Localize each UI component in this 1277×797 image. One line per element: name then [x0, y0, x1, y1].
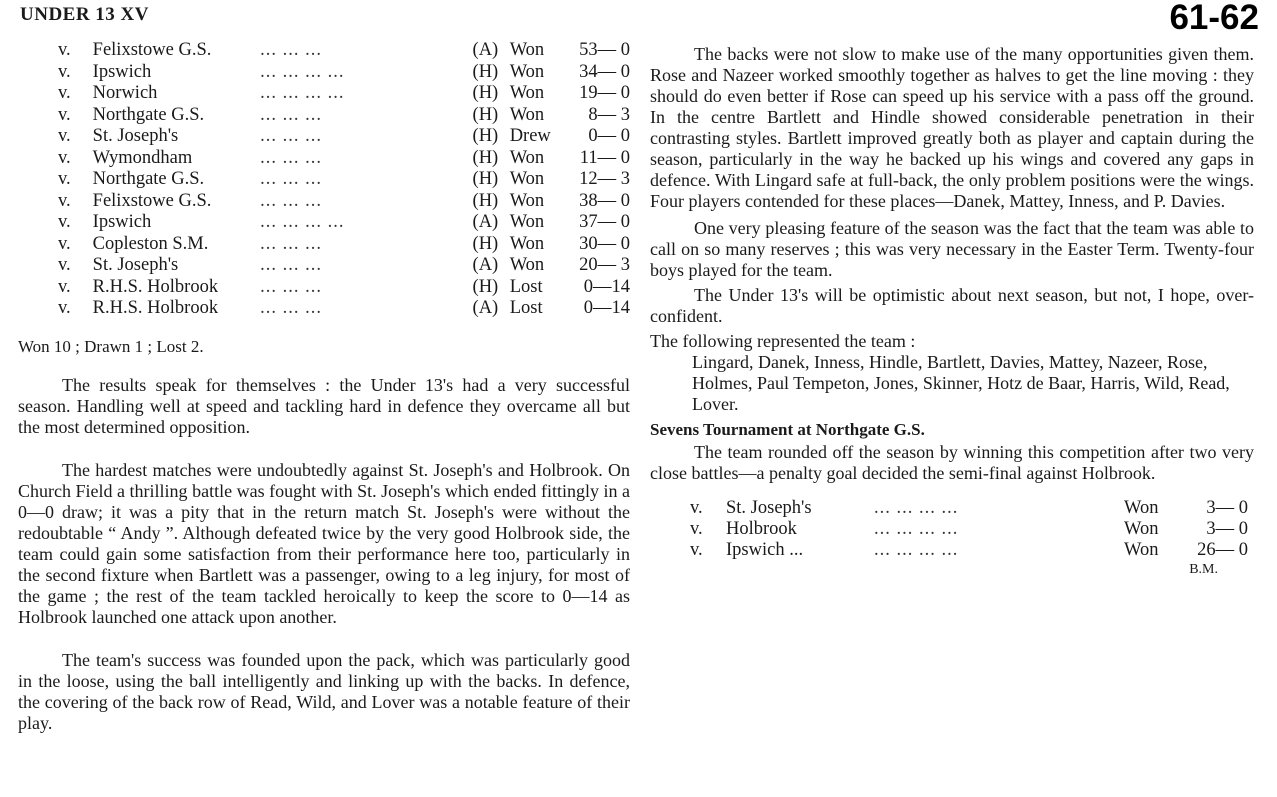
- sevens-paragraph: The team rounded off the season by winning this competition after two very close battles—a penalty goal decided the semi-final against Holbrook.: [650, 442, 1254, 483]
- result: Won: [509, 255, 545, 275]
- players-list: Lingard, Danek, Inness, Hindle, Bartlett, Davies, Mattey, Nazeer, Rose, Holmes, Paul Tempeton, Jones, Skinner, Hotz de Baar, Harris, Wild, Read, Lover.: [692, 352, 1230, 414]
- match-v: v.: [690, 498, 703, 518]
- venue: (A): [472, 212, 499, 232]
- score: 12— 3: [579, 169, 630, 189]
- match-v: v.: [58, 212, 71, 232]
- venue: (A): [472, 255, 499, 275]
- opponent: Northgate G.S.: [92, 169, 205, 189]
- paragraph: The results speak for themselves : the Under 13's had a very successful season. Handling well at speed and tackling hard in defence they overcame all but the most determined opposition.: [18, 374, 630, 437]
- match-v: v.: [58, 126, 71, 146]
- season-summary: Won 10 ; Drawn 1 ; Lost 2.: [18, 336, 204, 356]
- page-number: 61-62: [1169, 0, 1259, 37]
- score: 11— 0: [579, 147, 630, 168]
- score: 0—14: [583, 276, 630, 297]
- table-row: [58, 148, 630, 170]
- venue: (H): [472, 83, 499, 103]
- match-v: v.: [58, 83, 71, 103]
- match-v: v.: [58, 147, 71, 168]
- match-v: v.: [58, 61, 71, 82]
- result: Won: [509, 233, 545, 254]
- table-row: [690, 498, 1248, 519]
- sevens-heading: Sevens Tournament at Northgate G.S.: [650, 420, 925, 439]
- leader-dots: ... ... ... ...: [874, 519, 959, 539]
- match-v: v.: [58, 276, 71, 297]
- opponent: St. Joseph's: [92, 255, 179, 275]
- leader-dots: ... ... ... ...: [260, 212, 345, 232]
- right-column: [650, 44, 1254, 579]
- table-row: [690, 540, 1248, 561]
- venue: (H): [472, 61, 499, 82]
- score: 53— 0: [579, 40, 630, 60]
- leader-dots: ... ... ...: [260, 126, 322, 146]
- sevens-results-table: [690, 498, 1248, 561]
- opponent: Copleston S.M.: [92, 233, 209, 254]
- result: Won: [1124, 519, 1159, 539]
- match-v: v.: [690, 540, 703, 560]
- match-v: v.: [58, 255, 71, 275]
- score: 20— 3: [579, 255, 630, 275]
- opponent: Ipswich ...: [726, 540, 804, 560]
- leader-dots: ... ... ...: [260, 255, 322, 275]
- result: Won: [509, 104, 545, 125]
- leader-dots: ... ... ...: [260, 233, 322, 254]
- table-row: [58, 191, 630, 213]
- result: Won: [509, 212, 545, 232]
- opponent: Felixstowe G.S.: [92, 40, 212, 60]
- paragraph: The Under 13's will be optimistic about next season, but not, I hope, over-confident.: [650, 285, 1254, 326]
- result: Won: [509, 40, 545, 60]
- paragraph: The hardest matches were undoubtedly against St. Joseph's and Holbrook. On Church Field a thrilling battle was fought with St. Joseph's which ended fittingly in a 0—0 draw; it was a pity that in the return match St. Joseph's were without the redoubtable “ Andy ”. Although defeated twice by the very good Holbrook side, the team could gain some satisfaction from their performance here too, particularly in the second fixture when Bartlett was a passenger, owing to a leg injury, for most of the game ; the rest of the team tackled heroically to keep the score to 0—14 as Holbrook launched one attack upon another.: [18, 459, 630, 627]
- table-row: [58, 126, 630, 148]
- leader-dots: ... ... ...: [260, 169, 322, 189]
- result: Won: [509, 83, 545, 103]
- venue: (H): [472, 233, 499, 254]
- leader-dots: ... ... ...: [260, 147, 322, 168]
- opponent: St. Joseph's: [92, 126, 179, 146]
- score: 8— 3: [588, 104, 630, 125]
- result: Lost: [509, 276, 543, 297]
- result: Won: [1124, 540, 1159, 560]
- result: Won: [509, 190, 545, 211]
- match-v: v.: [58, 298, 71, 318]
- opponent: Holbrook: [726, 519, 797, 539]
- leader-dots: ... ... ... ...: [260, 61, 345, 82]
- paragraph: The team's success was founded upon the pack, which was particularly good in the loose, using the ball intelligently and linking up with the backs. In defence, the covering of the back row of Read, Wild, and Lover was a notable feature of their play.: [18, 649, 630, 733]
- table-row: [58, 277, 630, 299]
- score: 3— 0: [1206, 498, 1248, 518]
- leader-dots: ... ... ...: [260, 40, 322, 60]
- leader-dots: ... ... ... ...: [260, 83, 345, 103]
- score: 19— 0: [579, 83, 630, 103]
- match-v: v.: [58, 104, 71, 125]
- table-row: [58, 298, 630, 320]
- opponent: Ipswich: [92, 212, 152, 232]
- score: 0— 0: [588, 126, 630, 146]
- venue: (H): [472, 126, 499, 146]
- opponent: Wymondham: [92, 147, 193, 168]
- opponent: St. Joseph's: [726, 498, 812, 518]
- result: Drew: [509, 126, 551, 146]
- score: 38— 0: [579, 190, 630, 211]
- paragraph: One very pleasing feature of the season was the fact that the team was able to call on so many reserves ; this was very necessary in the Easter Term. Twenty-four boys played for the team.: [650, 218, 1254, 280]
- score: 30— 0: [579, 233, 630, 254]
- result: Won: [509, 169, 545, 189]
- section-title: UNDER 13 XV: [20, 4, 149, 25]
- opponent: R.H.S. Holbrook: [92, 298, 219, 318]
- opponent: Norwich: [92, 83, 158, 103]
- leader-dots: ... ... ...: [260, 298, 322, 318]
- represented-intro: The following represented the team :: [650, 331, 916, 351]
- results-table: [58, 40, 630, 320]
- venue: (A): [472, 298, 499, 318]
- match-v: v.: [58, 40, 71, 60]
- score: 3— 0: [1206, 519, 1248, 539]
- author-initials: B.M.: [1189, 562, 1218, 577]
- score: 37— 0: [579, 212, 630, 232]
- opponent: R.H.S. Holbrook: [92, 276, 219, 297]
- leader-dots: ... ... ...: [260, 190, 322, 211]
- result: Won: [1124, 498, 1159, 518]
- table-row: [58, 105, 630, 127]
- result: Lost: [509, 298, 543, 318]
- leader-dots: ... ... ...: [260, 276, 322, 297]
- paragraph: The backs were not slow to make use of the many opportunities given them. Rose and Nazeer worked smoothly together as halves to get the line moving : they should do even better if Rose can speed up his service with a pass off the ground. In the centre Bartlett and Hindle showed considerable penetration in their contrasting styles. Bartlett improved greatly both as player and captain during the season, particularly in the way he backed up his wings and covered any gaps in defence. With Lingard safe at full-back, the only problem positions were the wings. Four players contended for these places—Danek, Mattey, Inness, and P. Davies.: [650, 44, 1254, 211]
- table-row: [58, 62, 630, 84]
- opponent: Felixstowe G.S.: [92, 190, 212, 211]
- opponent: Northgate G.S.: [92, 104, 205, 125]
- match-v: v.: [58, 190, 71, 211]
- table-row: [58, 169, 630, 191]
- table-row: [58, 83, 630, 105]
- venue: (H): [472, 190, 499, 211]
- venue: (H): [472, 147, 499, 168]
- table-row: [58, 234, 630, 256]
- score: 0—14: [583, 298, 630, 318]
- table-row: [58, 212, 630, 234]
- match-v: v.: [690, 519, 703, 539]
- score: 34— 0: [579, 61, 630, 82]
- result: Won: [509, 147, 545, 168]
- leader-dots: ... ... ...: [260, 104, 322, 125]
- result: Won: [509, 61, 545, 82]
- table-row: [58, 40, 630, 62]
- venue: (H): [472, 169, 499, 189]
- score: 26— 0: [1197, 540, 1248, 560]
- match-v: v.: [58, 233, 71, 254]
- venue: (H): [472, 276, 499, 297]
- leader-dots: ... ... ... ...: [874, 498, 959, 518]
- match-v: v.: [58, 169, 71, 189]
- table-row: [58, 255, 630, 277]
- venue: (A): [472, 40, 499, 60]
- leader-dots: ... ... ... ...: [874, 540, 959, 560]
- left-column: [18, 40, 630, 734]
- opponent: Ipswich: [92, 61, 152, 82]
- table-row: [690, 519, 1248, 540]
- venue: (H): [472, 104, 499, 125]
